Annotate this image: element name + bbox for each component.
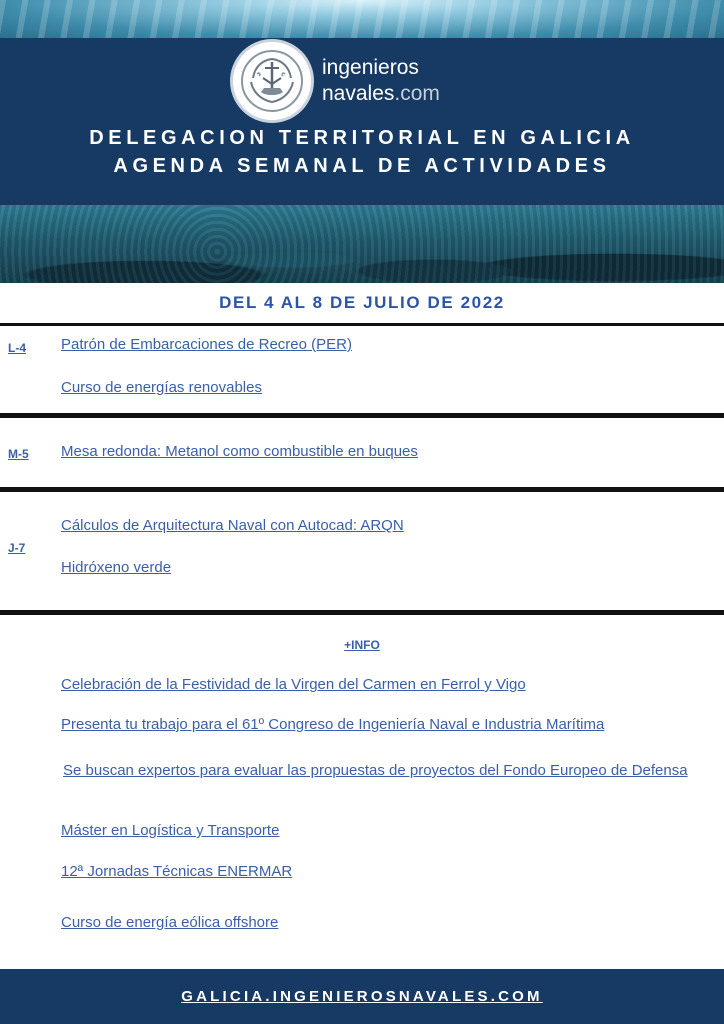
date-range-heading: DEL 4 AL 8 DE JULIO DE 2022 <box>219 293 505 312</box>
divider <box>0 487 724 492</box>
day-label-thursday[interactable]: J-7 <box>8 541 26 555</box>
info-heading[interactable]: +INFO <box>344 638 380 652</box>
event-link-hydrogen[interactable]: Hidróxeno verde <box>61 559 172 576</box>
info-link-enermar[interactable]: 12ª Jornadas Técnicas ENERMAR <box>61 863 293 880</box>
event-link-arqn[interactable]: Cálculos de Arquitectura Naval con Autocad: ARQN <box>61 517 404 534</box>
info-link-fondo-defensa[interactable]: Se buscan expertos para evaluar las propuestas de proyectos del Fondo Europeo de Defensa <box>63 762 688 779</box>
ship-emblem-icon <box>230 39 314 123</box>
title-delegation: DELEGACION TERRITORIAL EN GALICIA <box>89 127 635 149</box>
header-banner <box>0 38 724 205</box>
day-label-tuesday[interactable]: M-5 <box>8 447 29 461</box>
title-agenda: AGENDA SEMANAL DE ACTIVIDADES <box>113 155 611 177</box>
day-label-monday[interactable]: L-4 <box>8 341 26 355</box>
event-link-methanol[interactable]: Mesa redonda: Metanol como combustible en buques <box>61 443 418 460</box>
event-link-per[interactable]: Patrón de Embarcaciones de Recreo (PER) <box>61 336 352 353</box>
logo-line1: ingenieros <box>322 56 419 79</box>
header-water-image <box>0 0 724 38</box>
seabed-image <box>0 205 724 283</box>
logo[interactable] <box>230 38 440 124</box>
divider <box>0 413 724 418</box>
divider <box>0 323 724 326</box>
logo-line2-domain: .com <box>394 82 440 105</box>
divider <box>0 610 724 615</box>
event-link-renewables[interactable]: Curso de energías renovables <box>61 379 262 396</box>
logo-wordmark <box>322 55 440 107</box>
footer <box>0 969 724 1024</box>
info-link-congreso[interactable]: Presenta tu trabajo para el 61º Congreso de Ingeniería Naval e Industria Marítima <box>61 716 605 733</box>
info-link-master[interactable]: Máster en Logística y Transporte <box>61 822 280 839</box>
footer-website-link[interactable]: GALICIA.INGENIEROSNAVALES.COM <box>181 988 543 1005</box>
info-link-virgen-carmen[interactable]: Celebración de la Festividad de la Virgen del Carmen en Ferrol y Vigo <box>61 676 526 693</box>
logo-line2-name: navales <box>322 82 395 105</box>
info-link-eolica[interactable]: Curso de energía eólica offshore <box>61 914 279 931</box>
